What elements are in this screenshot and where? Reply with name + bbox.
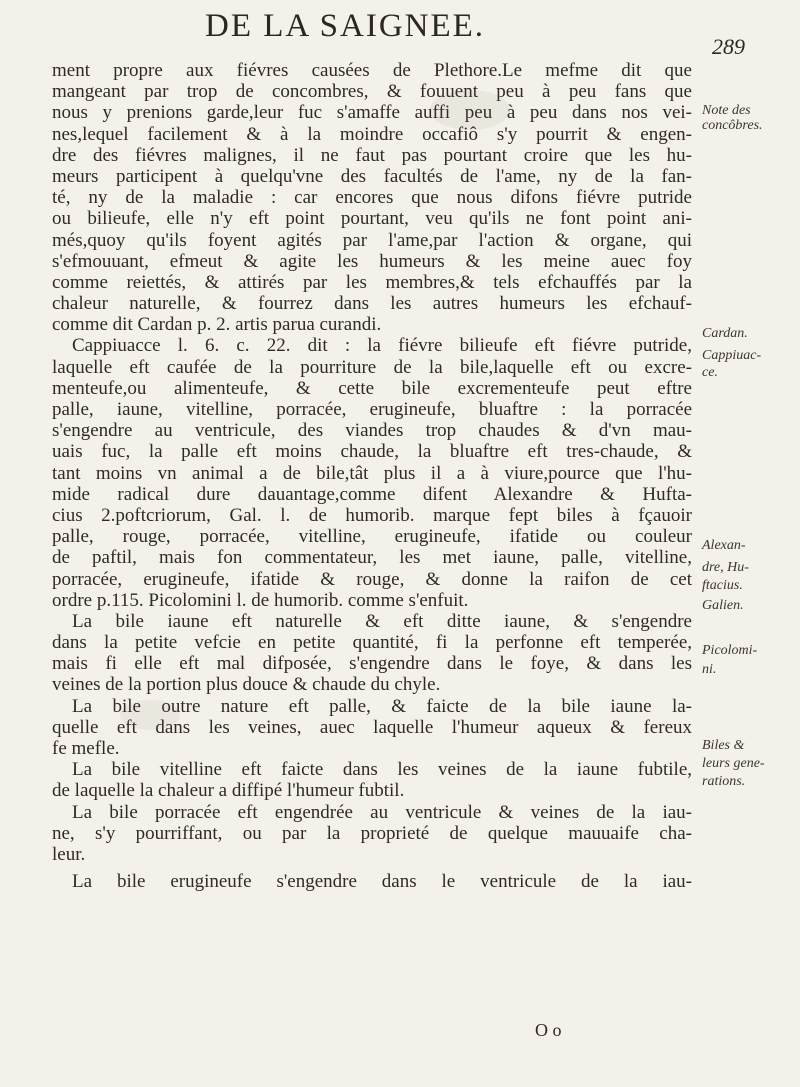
catchword: O o <box>535 1020 562 1040</box>
margin-note: concôbres. <box>702 118 763 133</box>
text-line: meurs participent à quelqu'vne des facultés de l'ame, ny de la fan- <box>52 165 692 187</box>
text-line: nes,lequel facilement & à la moindre occafiô s'y pourrit & engen- <box>52 123 692 145</box>
text-line: mide radical dure dauantage,comme difent Alexandre & Hufta- <box>52 483 692 505</box>
text-line: s'efmouuant, efmeut & agite les humeurs & les meine auec foy <box>52 250 692 272</box>
text-line: fe mefle. <box>52 738 120 759</box>
page-number: 289 <box>712 34 745 59</box>
text-line: quelle eft dans les veines, auec laquelle l'humeur aqueux & fereux <box>52 716 692 738</box>
text-line: ordre p.115. Picolomini l. de humorib. comme s'enfuit. <box>52 589 469 611</box>
margin-note: leurs gene- <box>702 756 765 771</box>
text-line: porracée, erugineufe, ifatide & rouge, & donne la raifon de cet <box>52 568 692 590</box>
text-line: La bile iaune eft naturelle & eft ditte iaune, & s'engendre <box>72 610 692 632</box>
text-line: mangeant par trop de concombres, & fouuent peu à peu fans que <box>52 81 692 103</box>
paper-stain <box>430 90 510 130</box>
text-line: té, ny de la maladie : car encores que nous difons fiévre putride <box>52 187 692 209</box>
paper-stain <box>120 700 180 730</box>
margin-note: Alexan- <box>702 538 746 553</box>
text-line: veines de la portion plus douce & chaude du chyle. <box>52 674 441 696</box>
text-line: menteufe,ou alimenteufe, & cette bile excrementeufe peut eftre <box>52 377 692 399</box>
margin-note: ftacius. <box>702 578 743 593</box>
text-line: La bile porracée eft engendrée au ventricule & veines de la iau- <box>72 801 692 823</box>
margin-note: Cappiuac- <box>702 348 762 363</box>
text-line: cius 2.poftcriorum, Gal. l. de humorib. marque fept biles à fçauoir <box>52 504 692 526</box>
margin-note: ni. <box>702 662 717 677</box>
text-line: comme dit Cardan p. 2. artis parua curandi. <box>52 314 382 336</box>
text-line: La bile vitelline eft faicte dans les veines de la iaune fubtile, <box>72 759 692 781</box>
text-line: més,quoy qu'ils foyent agités par l'ame,par l'action & organe, qui <box>52 229 692 251</box>
text-line: chaleur naturelle, & fourrez dans les autres humeurs les efchauf- <box>52 293 692 315</box>
margin-note: Biles & <box>702 738 745 753</box>
margin-note: Galien. <box>702 598 744 613</box>
text-line: palle, iaune, vitelline, porracée, erugineufe, bluaftre : la porracée <box>52 399 692 420</box>
text-line: leur. <box>52 843 86 865</box>
text-line: palle, rouge, porracée, vitelline, erugineufe, ifatide ou couleur <box>52 526 692 548</box>
running-head: DE LA SAIGNEE. <box>205 8 486 44</box>
margin-note: Picolomi- <box>702 643 758 658</box>
margin-note: ce. <box>702 365 718 380</box>
text-line: comme reiettés, & attirés par les membres,& tels efchauffés par la <box>52 271 692 293</box>
text-line: dans la petite vefcie en petite quantité, fi la perfonne eft temperée, <box>52 632 692 654</box>
body-text <box>52 60 692 892</box>
text-line: La bile erugineufe s'engendre dans le ventricule de la iau- <box>72 871 692 893</box>
margin-note: Cardan. <box>702 326 748 341</box>
text-line: ment propre aux fiévres causées de Plethore.Le mefme dit que <box>52 60 692 81</box>
text-line: Cappiuacce l. 6. c. 22. dit : la fiévre bilieufe eft fiévre putride, <box>72 335 692 357</box>
text-line: uais fuc, la palle eft moins chaude, la bluaftre eft tres-chaude, & <box>52 441 692 463</box>
margin-note: rations. <box>702 774 746 789</box>
text-line: tant moins vn animal a de bile,tât plus il a à viure,pource que l'hu- <box>52 462 692 484</box>
text-line: de laquelle la chaleur a diffipé l'humeur fubtil. <box>52 780 405 802</box>
text-line: ou bilieufe, elle n'y eft point pourtant, veu qu'ils ne font point ani- <box>52 208 692 230</box>
text-line: nous y prenions garde,leur fuc s'amaffe auffi peu à peu dans nos vei- <box>52 102 692 124</box>
text-line: de paftil, mais fon commentateur, les met iaune, palle, vitelline, <box>52 547 692 569</box>
text-line: laquelle eft caufée de la pourriture de la bile,laquelle eft ou excre- <box>52 356 692 378</box>
text-line: ne, s'y pourriffant, ou par la proprieté de quelque mauuaife cha- <box>52 822 692 844</box>
text-line: mais fi elle eft mal difposée, s'engendre dans le foye, & dans les <box>52 653 692 675</box>
margin-note: dre, Hu- <box>702 560 749 575</box>
text-line: dre des fiévres malignes, il ne faut pas pourtant croire que les hu- <box>52 144 692 166</box>
text-line: s'engendre au ventricule, des viandes trop chaudes & d'vn mau- <box>52 420 692 442</box>
text-line: La bile outre nature eft palle, & faicte de la bile iaune la- <box>72 695 692 717</box>
margin-note: Note des <box>702 103 751 118</box>
